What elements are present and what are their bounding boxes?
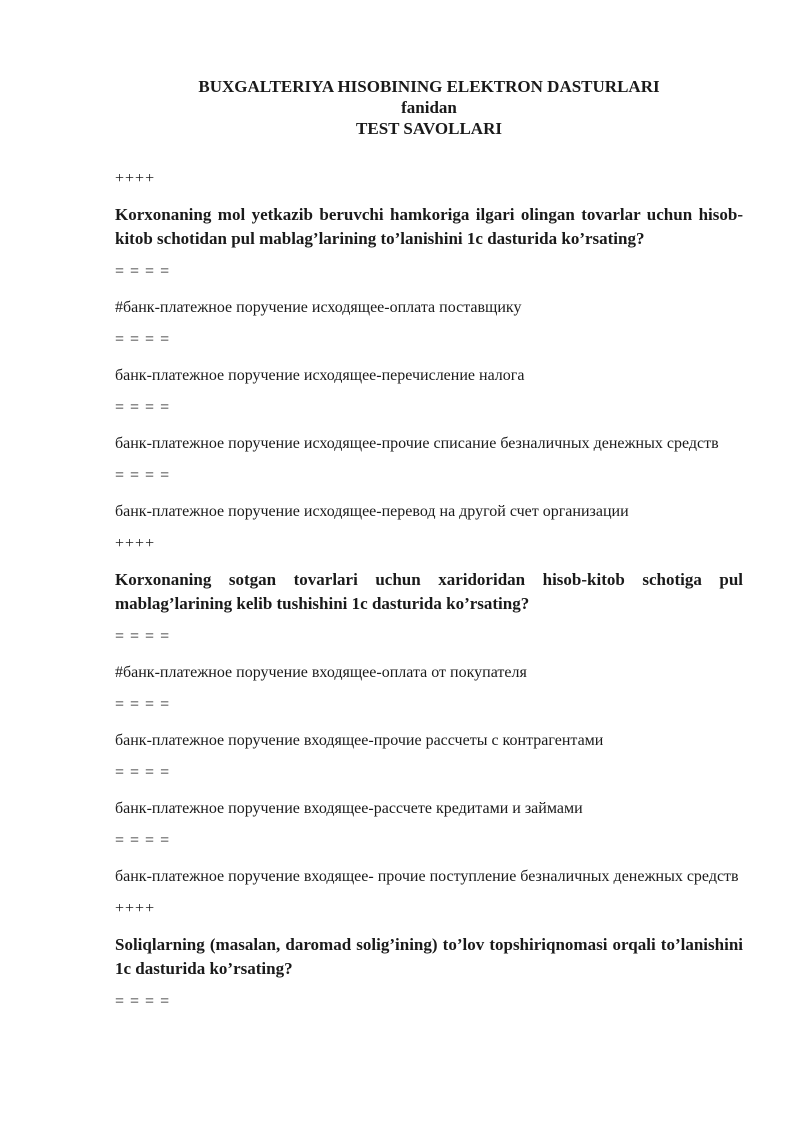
header-subject: fanidan: [401, 98, 457, 117]
question-text-1: Korxonaning mol yetkazib beruvchi hamkoriga ilgari olingan tovarlar uchun hisob-kitob schotidan pul mablag’larining to’lanishini 1c dasturida ko’rsating?: [115, 205, 743, 248]
question-text-3: Soliqlarning (masalan, daromad solig’ining) to’lov topshiriqnomasi orqali to’lanishini 1c dasturida ko’rsating?: [115, 935, 743, 978]
option-marker: = = = =: [115, 628, 171, 645]
option-2-2: банк-платежное поручение входящее-прочие рассчеты с контрагентами: [115, 732, 604, 749]
option-1-1: #банк-платежное поручение исходящее-оплата поставщику: [115, 299, 522, 316]
option-marker: = = = =: [115, 263, 171, 280]
option-marker: = = = =: [115, 993, 171, 1010]
option-1-2: банк-платежное поручение исходящее-перечисление налога: [115, 367, 525, 384]
question-marker: ++++: [115, 900, 156, 917]
option-2-4: банк-платежное поручение входящее- прочие поступление безналичных денежных средств: [115, 868, 739, 885]
question-block-3: [115, 899, 743, 1012]
option-marker: = = = =: [115, 696, 171, 713]
header-title: BUXGALTERIYA HISOBINING ELEKTRON DASTURLARI: [198, 77, 660, 96]
header-test-title: TEST SAVOLLARI: [356, 119, 502, 138]
option-2-1: #банк-платежное поручение входящее-оплата от покупателя: [115, 664, 527, 681]
option-1-4: банк-платежное поручение исходящее-перевод на другой счет организации: [115, 503, 629, 520]
question-marker: ++++: [115, 535, 156, 552]
option-1-3: банк-платежное поручение исходящее-прочие списание безналичных денежных средств: [115, 435, 719, 452]
option-marker: = = = =: [115, 764, 171, 781]
question-marker: ++++: [115, 170, 156, 187]
question-block-2: [115, 534, 743, 889]
option-marker: = = = =: [115, 331, 171, 348]
document-header: [115, 76, 743, 139]
option-marker: = = = =: [115, 832, 171, 849]
question-text-2: Korxonaning sotgan tovarlari uchun xaridoridan hisob-kitob schotiga pul mablag’larining kelib tushishini 1c dasturida ko’rsating?: [115, 570, 743, 613]
option-2-3: банк-платежное поручение входящее-рассчете кредитами и займами: [115, 800, 583, 817]
question-block-1: [115, 169, 743, 524]
option-marker: = = = =: [115, 399, 171, 416]
option-marker: = = = =: [115, 467, 171, 484]
